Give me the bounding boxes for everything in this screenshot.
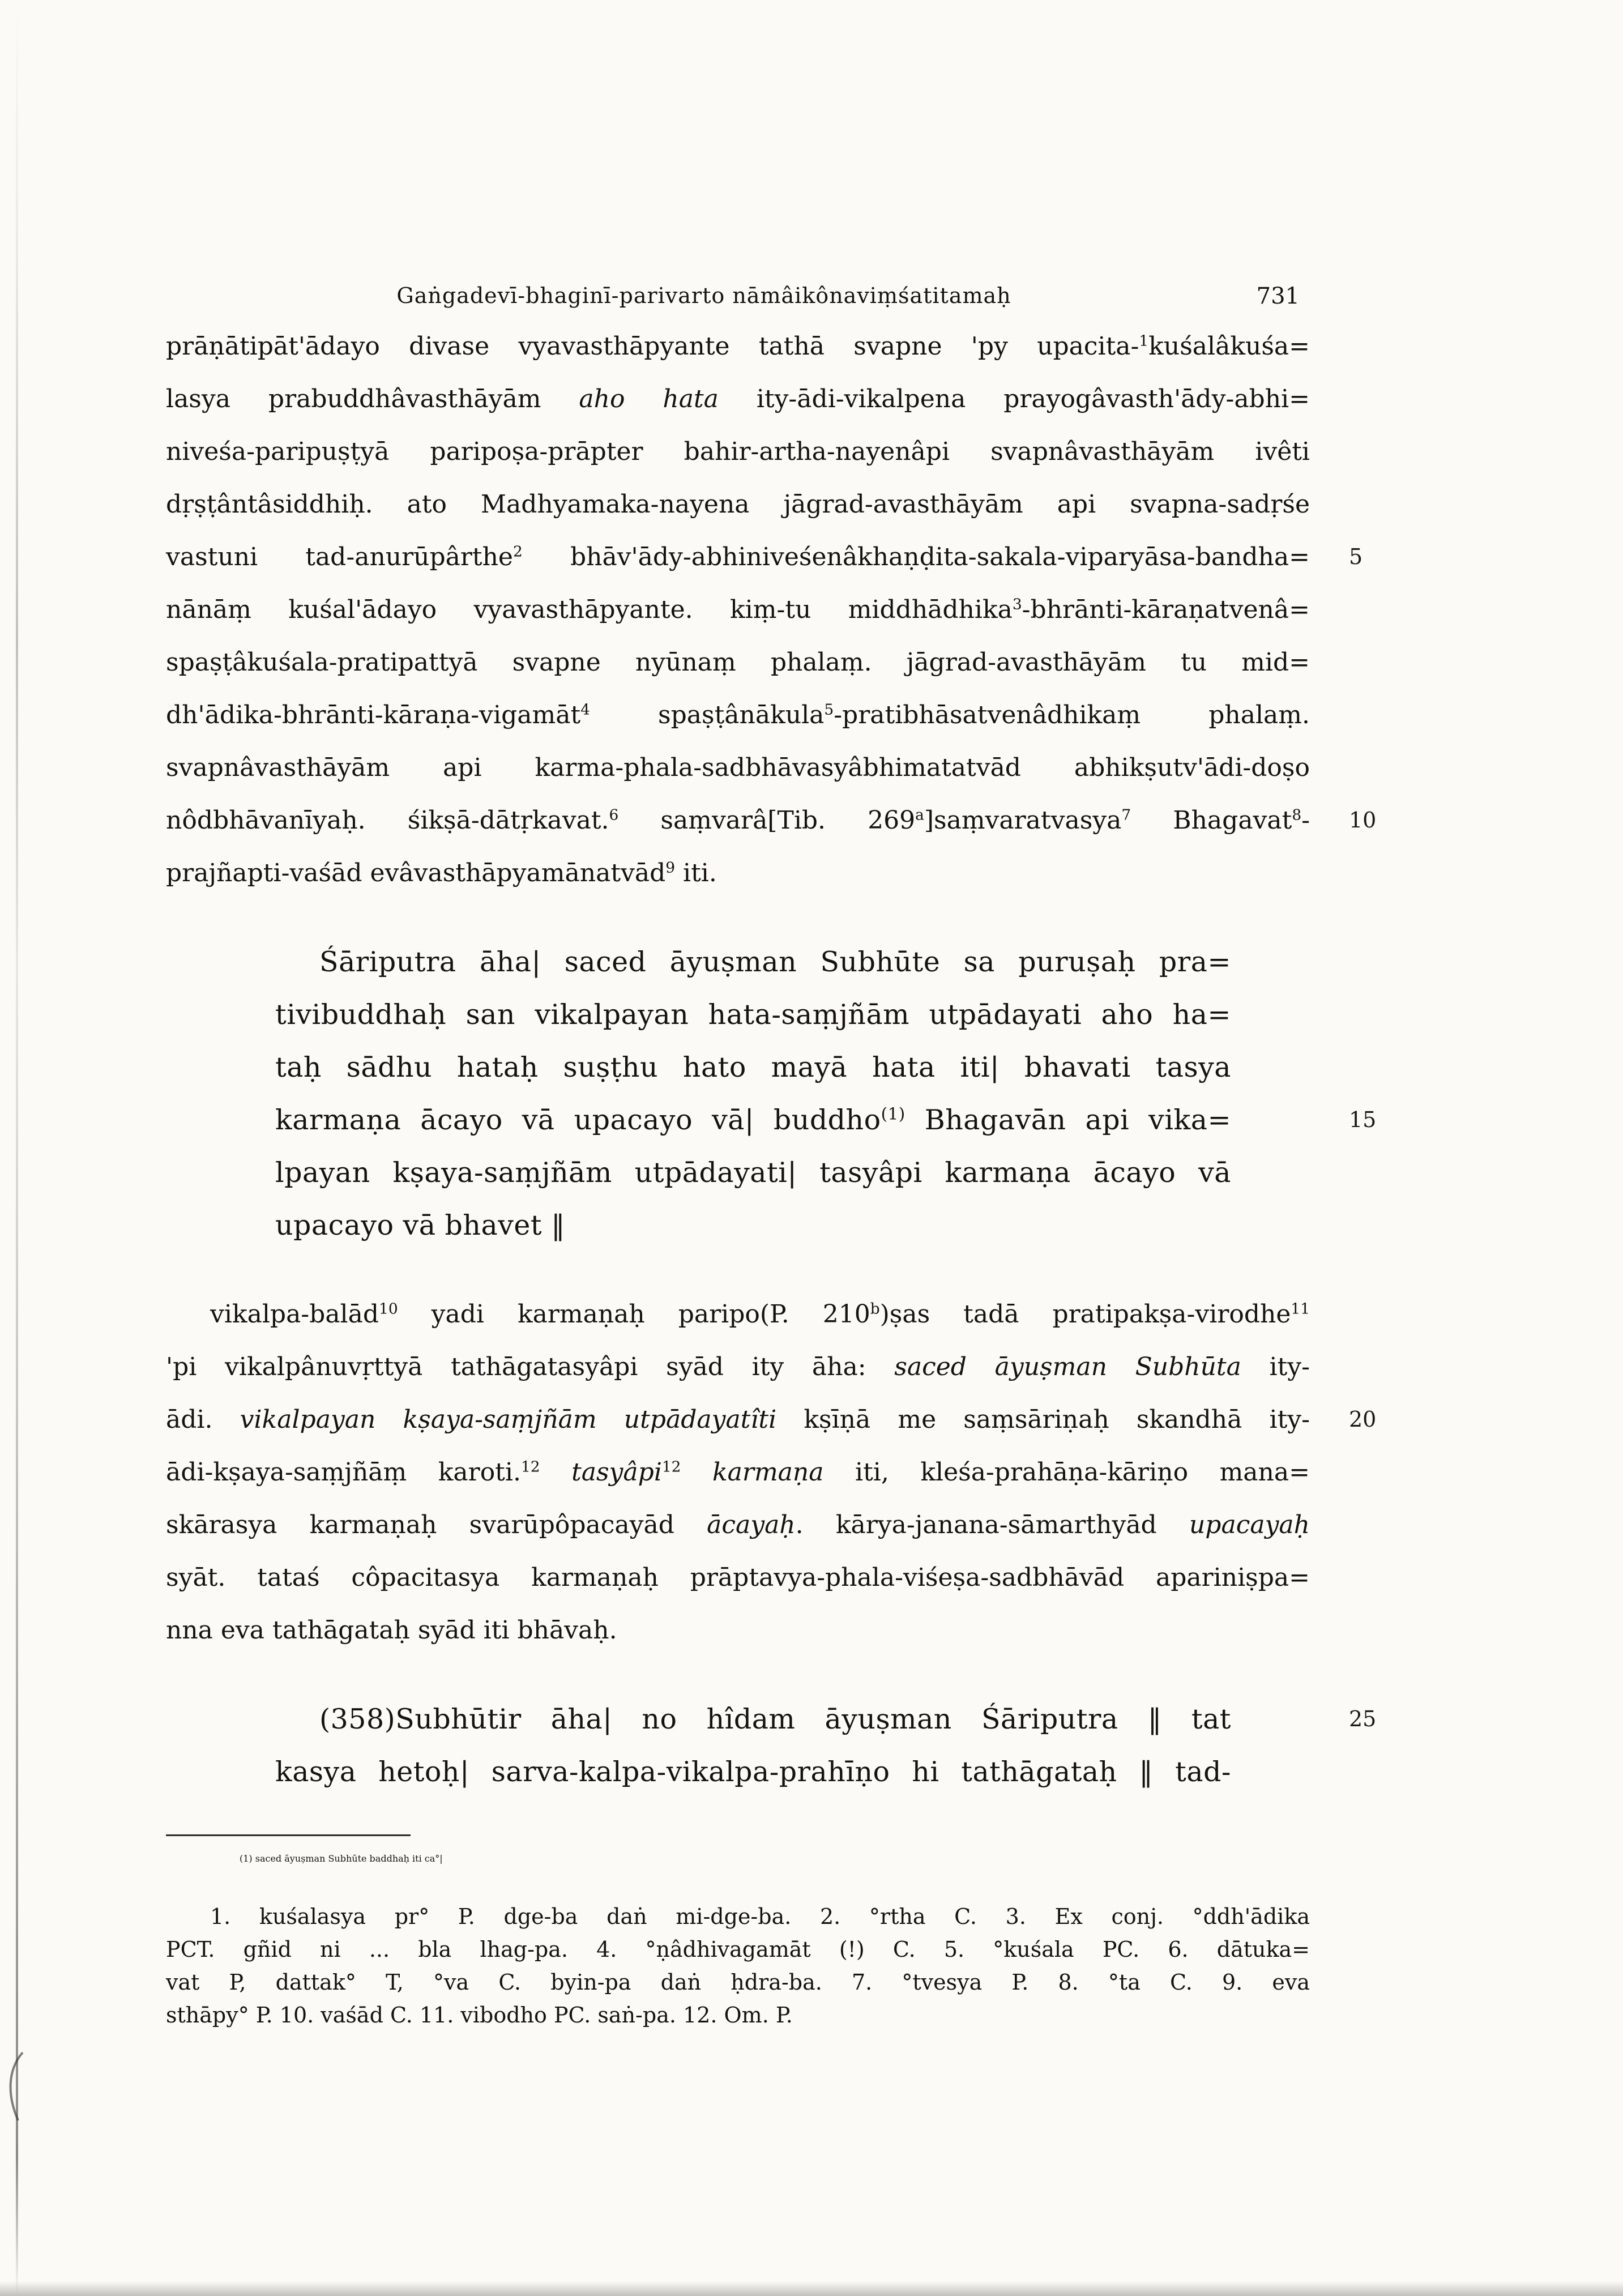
margin-line-number-15: 15 [1349,1107,1377,1132]
main-paragraph [166,320,1310,899]
text-segment: lpayan kṣaya-saṃjñām utpādayati| tasyâpi karmaṇa ācayo vā [275,1156,1231,1189]
margin-line-number-10: 10 [1349,808,1377,833]
text-line [275,1199,1231,1252]
text-line [275,1094,1231,1146]
chapter-title: Gaṅgadevī-bhaginī-parivarto nāmâikônaviṃśatitamaḥ [396,283,1011,308]
sutra-quote-2 [275,1693,1231,1798]
footnote-separator-rule [166,1834,411,1836]
text-segment: taḥ sādhu hataḥ suṣṭhu hato mayā hata iti| bhavati tasya [275,1051,1231,1083]
scan-edge-artifact [16,0,18,2296]
text-segment: )ṣas tadā pratipakṣa-virodhe [879,1300,1291,1329]
text-segment: niveśa-paripuṣṭyā paripoṣa-prāpter bahir-artha-nayenâpi svapnâvasthāyām ivêti [166,437,1310,466]
text-segment: saced āyuṣman Subhūta [894,1352,1241,1381]
footnote-reference: a [915,806,924,824]
text-line [275,1041,1231,1094]
footnote-reference: 3 [1012,595,1022,613]
text-line [166,1604,1310,1657]
text-line [166,847,1310,899]
footnote-reference: 2 [512,543,523,561]
text-line [166,794,1310,847]
scan-pen-mark [3,2050,37,2126]
scan-bottom-artifact [0,2281,1623,2296]
text-segment: vat P, dattak° T, °va C. byin-pa daṅ ḥdra-ba. 7. °tvesya P. 8. °ta C. 9. eva [166,1970,1310,1995]
text-line [166,1966,1310,1999]
text-segment: -bhrānti-kāraṇatvenâ= [1022,595,1310,624]
text-segment: kasya hetoḥ| sarva-kalpa-vikalpa-prahīṇo hi tathāgataḥ ‖ tad- [275,1756,1231,1788]
text-segment: ācayaḥ [707,1510,796,1539]
text-line [166,1999,1310,2032]
text-segment: bhāv'ādy-abhiniveśenâkhaṇḍita-sakala-viparyāsa-bandha= [522,543,1310,571]
text-line [275,1693,1231,1746]
text-segment: Bhagavat [1131,806,1292,835]
text-line [166,1446,1310,1499]
text-segment: ādi. [166,1405,240,1434]
text-column [166,320,1310,2032]
text-segment: vikalpa-balād [210,1300,379,1329]
text-segment: tasyâpi [571,1458,662,1487]
text-segment: prāṇātipāt'ādayo divase vyavasthāpyante tathā svapne 'py upacita- [166,332,1139,361]
text-segment: PCT. gñid ni ... bla lhag-pa. 4. °ṇâdhivagamāt (!) C. 5. °kuśala PC. 6. dātuka= [166,1937,1310,1962]
text-line [166,425,1310,478]
text-segment: dh'ādika-bhrānti-kāraṇa-vigamāt [166,701,581,729]
text-segment: (358)Subhūtir āha| no hîdam āyuṣman Śāriputra ‖ tat [319,1703,1231,1735]
text-segment: lasya prabuddhâvasthāyām [166,385,579,413]
text-line [166,1288,1310,1341]
text-line [166,1900,1310,1933]
footnote-reference: 12 [661,1458,681,1476]
text-segment: 'pi vikalpânuvṛttyā tathāgatasyâpi syād ity āha: [166,1352,895,1381]
text-segment: nna eva tathāgataḥ syād iti bhāvaḥ. [166,1616,617,1645]
text-segment: kṣīṇā me saṃsāriṇaḥ skandhā ity- [776,1405,1310,1434]
text-segment: ity- [1241,1352,1310,1381]
text-segment: iti, kleśa-prahāṇa-kāriṇo mana= [823,1458,1310,1487]
text-segment: spaṣṭâkuśala-pratipattyā svapne nyūnaṃ phalaṃ. jāgrad-avasthāyām tu mid= [166,648,1310,677]
text-segment: ādi-kṣaya-saṃjñāṃ karoti. [166,1458,521,1487]
footnote-reference: (1) [881,1104,906,1124]
text-line [166,320,1310,373]
text-segment: aho hata [579,385,719,413]
footnote-apparatus [166,1900,1310,2032]
text-line [166,583,1310,636]
text-segment [681,1458,712,1487]
text-segment: syāt. tataś côpacitasya karmaṇaḥ prāptavya-phala-viśeṣa-sadbhāvād apariniṣpa= [166,1563,1310,1592]
footnote-reference: 9 [665,859,676,877]
text-segment: ity-ādi-vikalpena prayogâvasth'ādy-abhi= [718,385,1310,413]
text-line [166,373,1310,425]
text-line [275,1146,1231,1199]
text-segment: Śāriputra āha| saced āyuṣman Subhūte sa puruṣaḥ pra= [319,946,1231,978]
footnote-reference: 5 [824,701,834,719]
text-line [275,936,1231,988]
text-segment: karmaṇa ācayo vā upacayo vā| buddho [275,1104,881,1136]
text-segment: -pratibhāsatvenâdhikaṃ phalaṃ. [834,701,1310,729]
text-line [275,988,1231,1041]
text-segment: saṃvarâ[Tib. 269 [618,806,916,835]
text-segment: upacayaḥ [1189,1510,1310,1539]
text-line [166,1393,1310,1446]
text-line [166,1341,1310,1393]
text-segment: svapnâvasthāyām api karma-phala-sadbhāvasyâbhimatatvād abhikṣutv'ādi-doṣo [166,753,1310,782]
text-segment: dṛṣṭântâsiddhiḥ. ato Madhyamaka-nayena jāgrad-avasthāyām api svapna-sadṛśe [166,490,1310,519]
text-segment: nānāṃ kuśal'ādayo vyavasthāpyante. kiṃ-tu middhādhika [166,595,1013,624]
text-segment: nôdbhāvanīyaḥ. śikṣā-dātṛkavat. [166,806,609,835]
footnote-reference: b [870,1300,880,1318]
sutra-quote-1 [275,936,1231,1252]
page-number: 731 [1256,283,1300,309]
footnote-reference: 11 [1291,1300,1310,1318]
margin-line-number-5: 5 [1349,544,1363,569]
text-segment: - [1301,806,1310,835]
text-segment: (1) saced āyuṣman Subhūte baddhaḥ iti ca°| [240,1853,443,1864]
footnote-blocks [166,1853,1310,2032]
text-line [166,741,1310,794]
text-segment: vikalpayan kṣaya-saṃjñām utpādayatîti [240,1405,777,1434]
text-segment: Bhagavān api vika= [905,1104,1231,1136]
text-segment: 1. kuśalasya pr° P. dge-ba daṅ mi-dge-ba. 2. °rtha C. 3. Ex conj. °ddh'ādika [210,1904,1310,1929]
text-line [166,1551,1310,1604]
text-line [166,1499,1310,1551]
text-line [166,478,1310,531]
footnote-reference: 7 [1121,806,1131,824]
text-segment: ]saṃvaratvasya [924,806,1122,835]
text-segment: karmaṇa [712,1458,824,1487]
footnote-gloss [166,1853,1310,1864]
text-line [166,636,1310,689]
text-segment: kuśalâkuśa= [1148,332,1310,361]
text-line [166,531,1310,583]
text-segment: spaṣṭânākula [590,701,825,729]
text-line [166,689,1310,741]
text-line [166,1853,1310,1864]
footnote-reference: 10 [379,1300,398,1318]
footnote-reference: 6 [609,806,619,824]
text-segment: upacayo vā bhavet ‖ [275,1209,566,1241]
text-blocks [166,320,1310,1798]
text-segment: iti. [675,859,717,887]
text-segment: . kārya-janana-sāmarthyād [795,1510,1189,1539]
text-segment: prajñapti-vaśād evâvasthāpyamānatvād [166,859,666,887]
footnote-reference: 8 [1292,806,1302,824]
text-line [166,1933,1310,1966]
text-segment [540,1458,572,1487]
running-header [166,283,1310,319]
text-segment: sthāpy° P. 10. vaśād C. 11. vibodho PC. saṅ-pa. 12. Om. P. [166,2003,793,2028]
text-segment: tivibuddhaḥ san vikalpayan hata-saṃjñām utpādayati aho ha= [275,998,1231,1031]
text-segment: yadi karmaṇaḥ paripo(P. 210 [398,1300,870,1329]
commentary-paragraph [166,1288,1310,1657]
text-line [275,1746,1231,1798]
footnote-reference: 12 [520,1458,540,1476]
margin-line-number-20: 20 [1349,1407,1377,1432]
footnote-reference: 1 [1139,332,1149,350]
text-segment: skārasya karmaṇaḥ svarūpôpacayād [166,1510,707,1539]
text-segment: vastuni tad-anurūpârthe [166,543,513,571]
footnote-reference: 4 [580,701,590,719]
margin-line-number-25: 25 [1349,1706,1377,1731]
